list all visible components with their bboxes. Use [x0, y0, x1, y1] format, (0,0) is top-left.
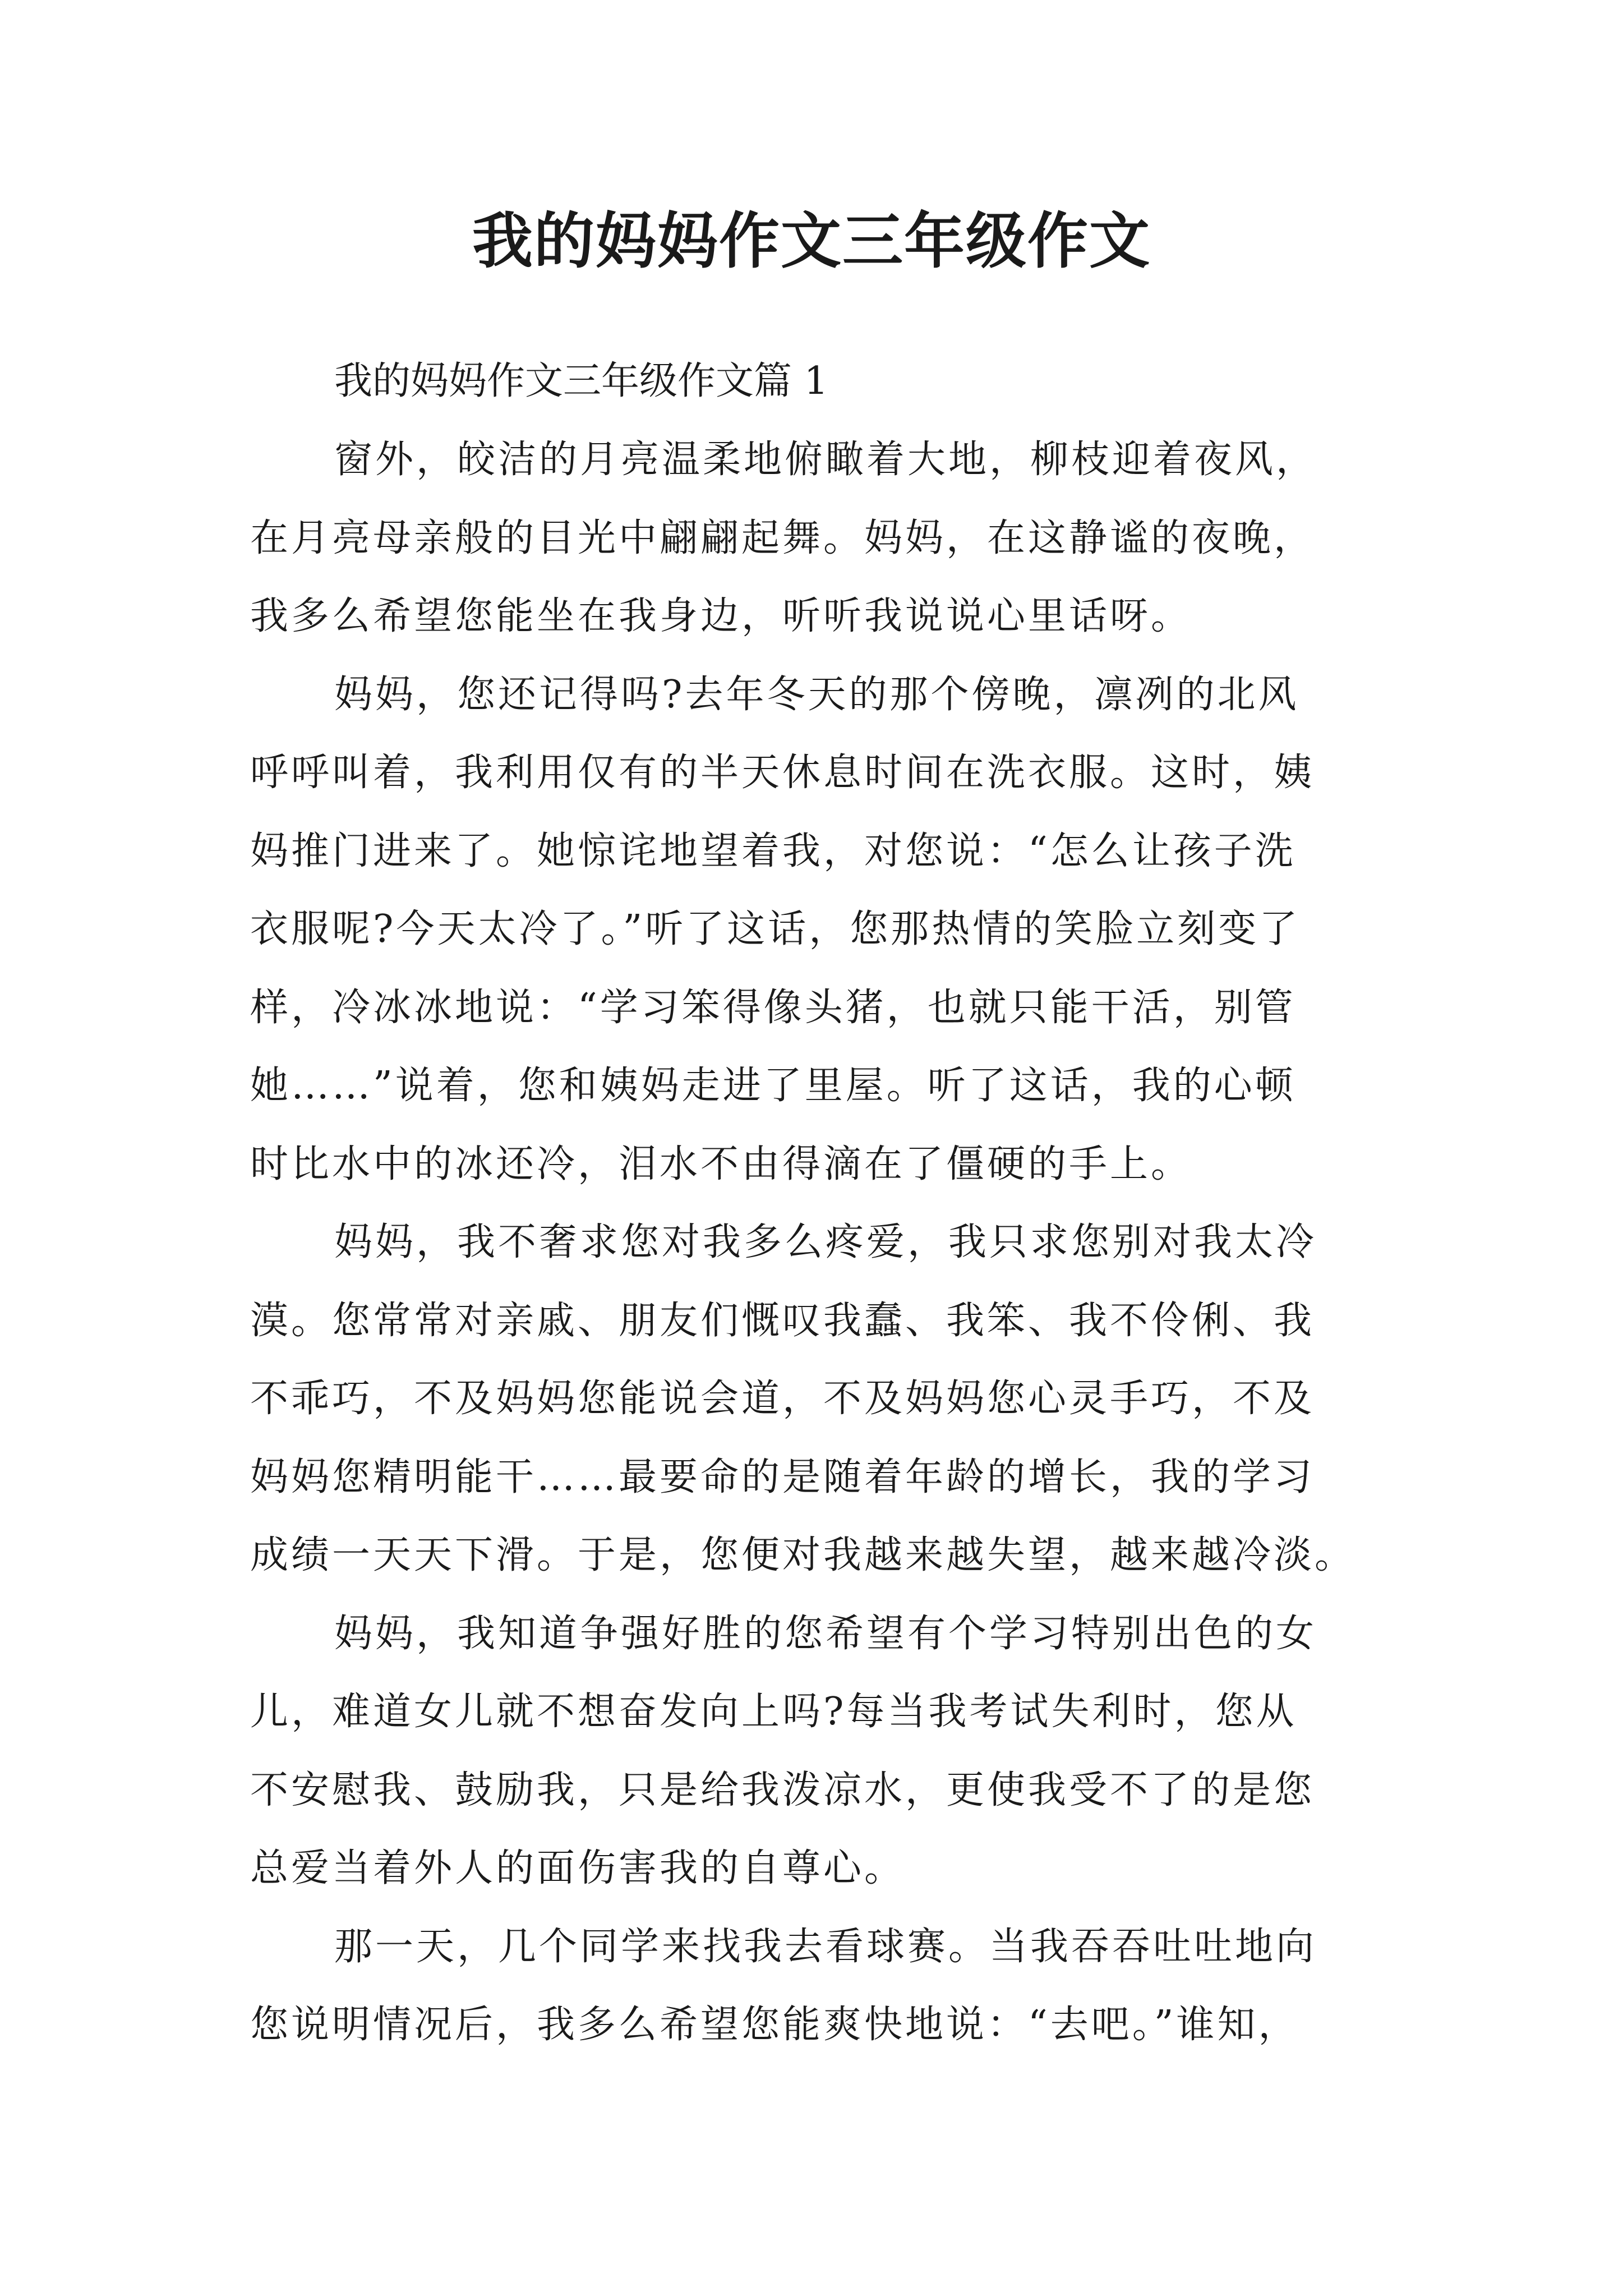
paragraph-line: 妈妈，您还记得吗?去年冬天的那个傍晚，凛冽的北风 [334, 672, 1299, 717]
paragraph-line: 时比水中的冰还冷，泪水不由得滴在了僵硬的手上。 [250, 1142, 1192, 1186]
paragraph [250, 1595, 1394, 1908]
paragraph-line: 那一天，几个同学来找我去看球赛。当我吞吞吐吐地向 [334, 1924, 1317, 1969]
paragraph-list [250, 421, 1394, 2064]
paragraph-line: 不安慰我、鼓励我，只是给我泼凉水，更使我受不了的是您 [250, 1768, 1315, 1812]
paragraph-line: 我多么希望您能坐在我身边，听听我说说心里话呀。 [250, 594, 1192, 638]
section-heading: 我的妈妈作文三年级作文篇 1 [334, 359, 828, 403]
paragraph [250, 656, 1394, 1204]
paragraph-line: 呼呼叫着，我利用仅有的半天休息时间在洗衣服。这时，姨 [250, 751, 1315, 795]
paragraph-line: 妈推门进来了。她惊诧地望着我，对您说：“怎么让孩子洗 [250, 829, 1296, 873]
paragraph-line: 总爱当着外人的面伤害我的自尊心。 [250, 1846, 906, 1890]
document-title: 我的妈妈作文三年级作文 [472, 206, 1151, 277]
document-body [250, 342, 1394, 2064]
paragraph-line: 漠。您常常对亲戚、朋友们慨叹我蠢、我笨、我不伶俐、我 [250, 1298, 1315, 1343]
paragraph [250, 1203, 1394, 1595]
paragraph-line: 妈妈，我知道争强好胜的您希望有个学习特别出色的女 [334, 1611, 1317, 1656]
paragraph-line: 在月亮母亲般的目光中翩翩起舞。妈妈，在这静谧的夜晚， [250, 516, 1315, 560]
paragraph-line: 衣服呢?今天太冷了。”听了这话，您那热情的笑脸立刻变了 [250, 907, 1301, 951]
paragraph-line: 样，冷冰冰地说：“学习笨得像头猪，也就只能干活，别管 [250, 985, 1296, 1030]
paragraph-line: 妈妈您精明能干……最要命的是随着年龄的增长，我的学习 [250, 1455, 1315, 1499]
paragraph-line: 您说明情况后，我多么希望您能爽快地说：“去吧。”谁知， [250, 2003, 1299, 2047]
paragraph-line: 妈妈，我不奢求您对我多么疼爱，我只求您别对我太冷 [334, 1220, 1317, 1264]
paragraph-line: 窗外，皎洁的月亮温柔地俯瞰着大地，柳枝迎着夜风， [334, 438, 1317, 482]
paragraph [250, 1908, 1394, 2064]
paragraph-line: 她……”说着，您和姨妈走进了里屋。听了这话，我的心顿 [250, 1064, 1296, 1108]
paragraph-line: 成绩一天天下滑。于是，您便对我越来越失望，越来越冷淡。 [250, 1533, 1356, 1577]
paragraph-line: 儿，难道女儿就不想奋发向上吗?每当我考试失利时，您从 [250, 1690, 1297, 1734]
paragraph-line: 不乖巧，不及妈妈您能说会道，不及妈妈您心灵手巧，不及 [250, 1377, 1315, 1421]
paragraph [250, 421, 1394, 656]
